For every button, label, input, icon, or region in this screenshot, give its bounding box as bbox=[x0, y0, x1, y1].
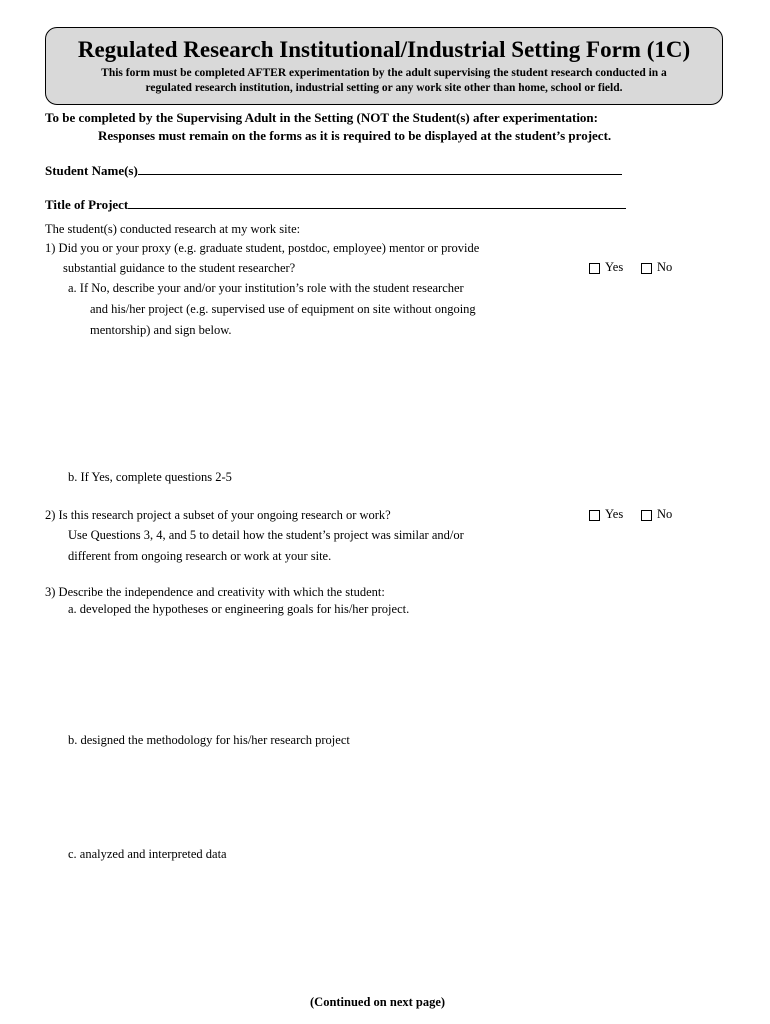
q3-line1: 3) Describe the independence and creativity with which the student: bbox=[45, 585, 385, 599]
q1-no-checkbox[interactable] bbox=[641, 263, 652, 274]
form-subtitle-line1: This form must be completed AFTER experimentation by the adult supervising the student research conducted in a bbox=[101, 67, 667, 79]
form-title: Regulated Research Institutional/Industrial Setting Form (1C) bbox=[77, 37, 691, 62]
q2-yes-checkbox[interactable] bbox=[589, 510, 600, 521]
instructions-line1: To be completed by the Supervising Adult in the Setting (NOT the Student(s) after experimentation: bbox=[45, 110, 598, 125]
q1-yes-label: Yes bbox=[605, 260, 624, 274]
form-subtitle-line2: regulated research institution, industrial setting or any work site other than home, school or field. bbox=[145, 82, 623, 94]
title-row bbox=[45, 196, 626, 213]
continued-footer: (Continued on next page) bbox=[310, 995, 446, 1009]
form-subtitle bbox=[56, 66, 712, 96]
q2-line3: different from ongoing research or work at your site. bbox=[68, 549, 332, 563]
instructions-line2: Responses must remain on the forms as it is required to be displayed at the student’s project. bbox=[98, 128, 612, 143]
student-names-row bbox=[45, 162, 622, 179]
q1-yes-checkbox[interactable] bbox=[589, 263, 600, 274]
q3-a: a. developed the hypotheses or engineering goals for his/her project. bbox=[68, 602, 410, 616]
q2-yes-label: Yes bbox=[605, 507, 624, 521]
form-header bbox=[45, 27, 723, 105]
title-label: Title of Project bbox=[45, 197, 129, 212]
q1-line2: substantial guidance to the student researcher? bbox=[63, 261, 296, 275]
q1-a-line1: a. If No, describe your and/or your institution’s role with the student researcher bbox=[68, 281, 464, 295]
q2-line1: 2) Is this research project a subset of your ongoing research or work? bbox=[45, 508, 391, 522]
student-names-input[interactable] bbox=[138, 162, 622, 175]
title-input[interactable] bbox=[128, 196, 626, 209]
q3-c: c. analyzed and interpreted data bbox=[68, 847, 227, 861]
intro-text: The student(s) conducted research at my work site: bbox=[45, 222, 301, 236]
q1-line1: 1) Did you or your proxy (e.g. graduate student, postdoc, employee) mentor or provide bbox=[45, 241, 480, 255]
q3-b: b. designed the methodology for his/her research project bbox=[68, 733, 350, 747]
student-names-label: Student Name(s) bbox=[45, 163, 138, 178]
q1-a-line3: mentorship) and sign below. bbox=[90, 323, 232, 337]
q1-b: b. If Yes, complete questions 2-5 bbox=[68, 470, 232, 484]
q2-no-label: No bbox=[657, 507, 673, 521]
q1-a-line2: and his/her project (e.g. supervised use of equipment on site without ongoing bbox=[90, 302, 476, 316]
q1-no-label: No bbox=[657, 260, 673, 274]
q2-no-checkbox[interactable] bbox=[641, 510, 652, 521]
q2-line2: Use Questions 3, 4, and 5 to detail how the student’s project was similar and/or bbox=[68, 528, 464, 542]
